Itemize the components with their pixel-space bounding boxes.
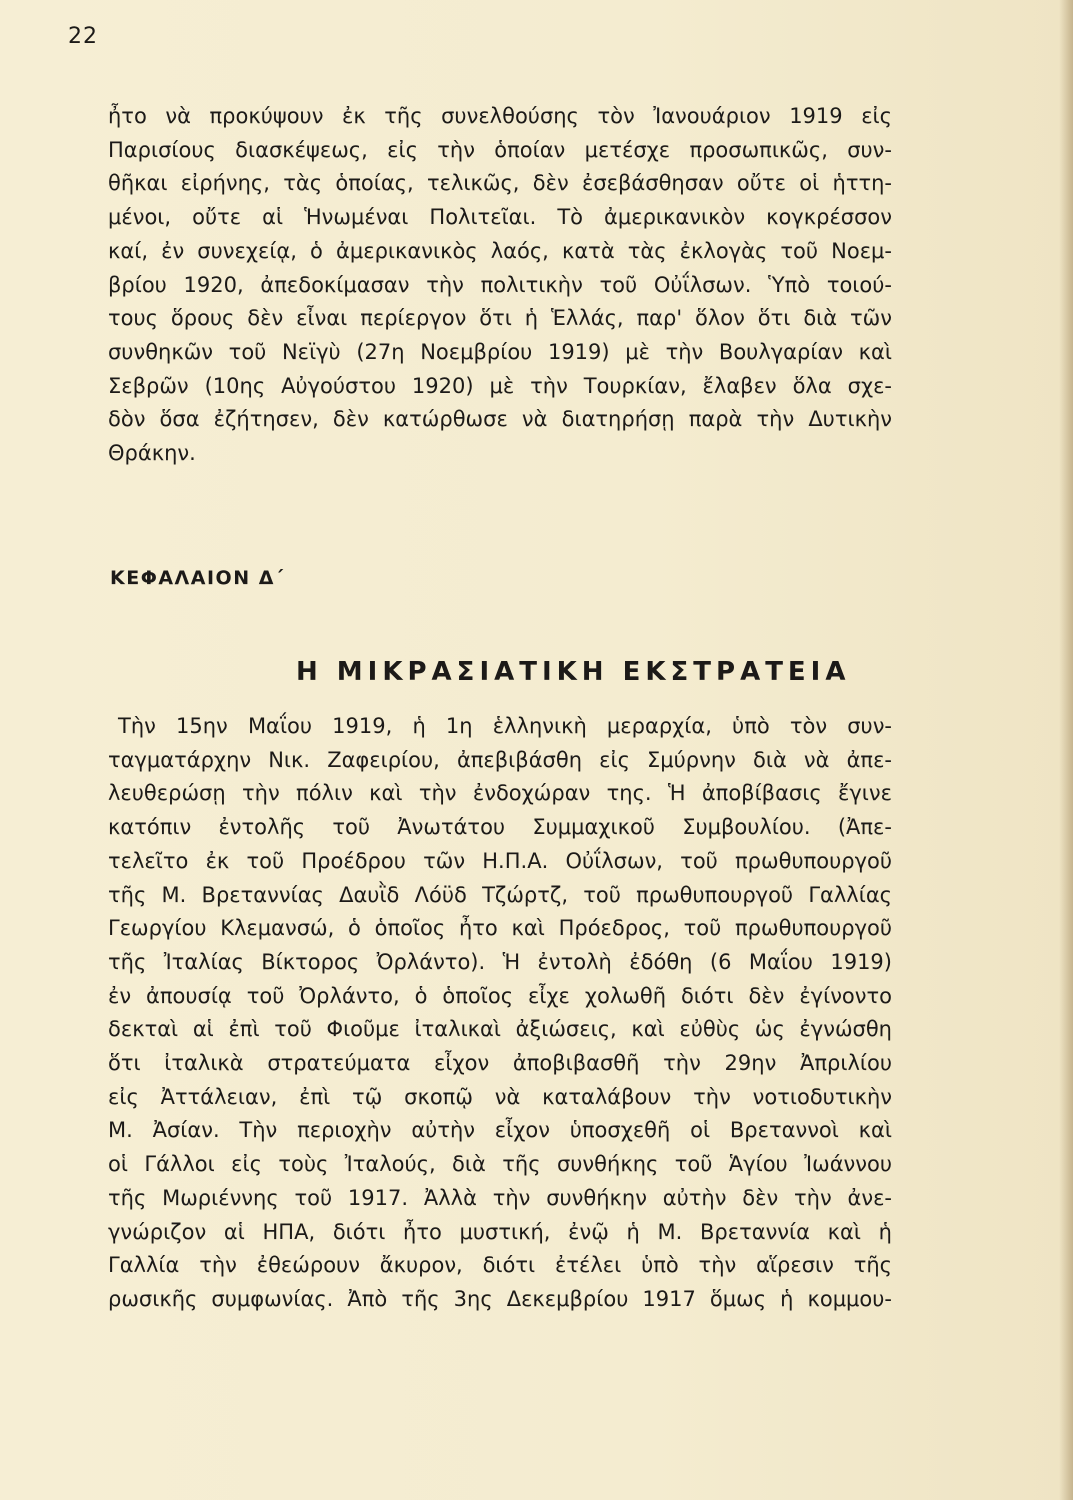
chapter-title: Η ΜΙΚΡΑΣΙΑΤΙΚΗ ΕΚΣΤΡΑΤΕΙΑ — [296, 657, 851, 687]
text-line: Τὴν 15ην Μαΐου 1919, ἡ 1η ἑλληνικὴ μεραρχία, ὑπὸ τὸν συν- — [118, 714, 892, 738]
text-line: τελεῖτο ἐκ τοῦ Προέδρου τῶν Η.Π.Α. Οὐΐλσων, τοῦ πρωθυπουργοῦ — [108, 848, 892, 873]
text-line: ὅτι ἰταλικὰ στρατεύματα εἶχον ἀποβιβασθῆ τὴν 29ην Ἀπριλίου — [108, 1051, 892, 1076]
intro-paragraph — [108, 100, 892, 471]
text-line: θῆκαι εἰρήνης, τὰς ὁποίας, τελικῶς, δὲν ἐσεβάσθησαν οὔτε οἱ ἡττη- — [108, 171, 892, 196]
text-line: Σεβρῶν (10ης Αὐγούστου 1920) μὲ τὴν Τουρκίαν, ἔλαβεν ὅλα σχε- — [108, 373, 892, 398]
text-line: Γεωργίου Κλεμανσώ, ὁ ὁποῖος ἦτο καὶ Πρόεδρος, τοῦ πρωθυπουργοῦ — [108, 916, 892, 941]
text-line: ἐν ἀπουσίᾳ τοῦ Ὀρλάντο, ὁ ὁποῖος εἶχε χολωθῆ διότι δὲν ἐγίνοντο — [108, 983, 892, 1008]
text-line: καί, ἐν συνεχείᾳ, ὁ ἀμερικανικὸς λαός, κατὰ τὰς ἐκλογὰς τοῦ Νοεμ- — [108, 238, 892, 263]
text-line: τῆς Ἰταλίας Βίκτορος Ὀρλάντο). Ἡ ἐντολὴ ἐδόθη (6 Μαΐου 1919) — [108, 949, 892, 974]
text-line: κατόπιν ἐντολῆς τοῦ Ἀνωτάτου Συμμαχικοῦ Συμβουλίου. (Ἀπε- — [108, 815, 892, 840]
body-paragraph — [108, 710, 892, 1317]
text-line: λευθερώσῃ τὴν πόλιν καὶ τὴν ἐνδοχώραν της. Ἡ ἀποβίβασις ἔγινε — [108, 781, 892, 806]
text-line: βρίου 1920, ἀπεδοκίμασαν τὴν πολιτικὴν τοῦ Οὐΐλσων. Ὑπὸ τοιού- — [108, 272, 892, 297]
text-line: Παρισίους διασκέψεως, εἰς τὴν ὁποίαν μετέσχε προσωπικῶς, συν- — [108, 137, 892, 162]
text-line: τῆς Μωριέννης τοῦ 1917. Ἀλλὰ τὴν συνθήκην αὐτὴν δὲν τὴν ἀνε- — [108, 1185, 892, 1210]
page-number: 22 — [68, 24, 98, 49]
text-line: οἱ Γάλλοι εἰς τοὺς Ἰταλούς, διὰ τῆς συνθήκης τοῦ Ἁγίου Ἰωάννου — [108, 1152, 892, 1177]
text-line: τῆς Μ. Βρεταννίας Δαυῒδ Λόϋδ Τζώρτζ, τοῦ πρωθυπουργοῦ Γαλλίας — [108, 882, 892, 907]
chapter-label: ΚΕΦΑΛΑΙΟΝ Δ΄ — [110, 567, 285, 589]
text-line: συνθηκῶν τοῦ Νεϊγὺ (27η Νοεμβρίου 1919) μὲ τὴν Βουλγαρίαν καὶ — [108, 339, 892, 364]
text-line: Γαλλία τὴν ἐθεώρουν ἄκυρον, διότι ἐτέλει ὑπὸ τὴν αἵρεσιν τῆς — [108, 1253, 892, 1278]
text-line: ταγματάρχην Νικ. Ζαφειρίου, ἀπεβιβάσθη εἰς Σμύρνην διὰ νὰ ἀπε- — [108, 747, 892, 772]
text-line: δὸν ὅσα ἐζήτησεν, δὲν κατώρθωσε νὰ διατηρήσῃ παρὰ τὴν Δυτικὴν — [108, 407, 892, 432]
text-line: γνώριζον αἱ ΗΠΑ, διότι ἦτο μυστική, ἐνῷ ἡ Μ. Βρεταννία καὶ ἡ — [108, 1219, 892, 1244]
text-line: Θράκην. — [108, 441, 196, 466]
text-line: Μ. Ἀσίαν. Τὴν περιοχὴν αὐτὴν εἶχον ὑποσχεθῆ οἱ Βρεταννοὶ καὶ — [108, 1118, 892, 1143]
page-edge-shadow — [1059, 0, 1073, 1500]
text-line: ἦτο νὰ προκύψουν ἐκ τῆς συνελθούσης τὸν Ἰανουάριον 1919 εἰς — [108, 104, 892, 128]
text-line: δεκταὶ αἱ ἐπὶ τοῦ Φιοῦμε ἰταλικαὶ ἀξιώσεις, καὶ εὐθὺς ὡς ἐγνώσθη — [108, 1017, 892, 1042]
text-line: τους ὅρους δὲν εἶναι περίεργον ὅτι ἡ Ἑλλάς, παρ' ὅλον ὅτι διὰ τῶν — [108, 306, 892, 331]
text-line: μένοι, οὔτε αἱ Ἡνωμέναι Πολιτεῖαι. Τὸ ἀμερικανικὸν κογκρέσσον — [108, 205, 892, 230]
text-line: ρωσικῆς συμφωνίας. Ἀπὸ τῆς 3ης Δεκεμβρίου 1917 ὅμως ἡ κομμου- — [108, 1286, 892, 1311]
text-line: εἰς Ἀττάλειαν, ἐπὶ τῷ σκοπῷ νὰ καταλάβουν τὴν νοτιοδυτικὴν — [108, 1084, 892, 1109]
